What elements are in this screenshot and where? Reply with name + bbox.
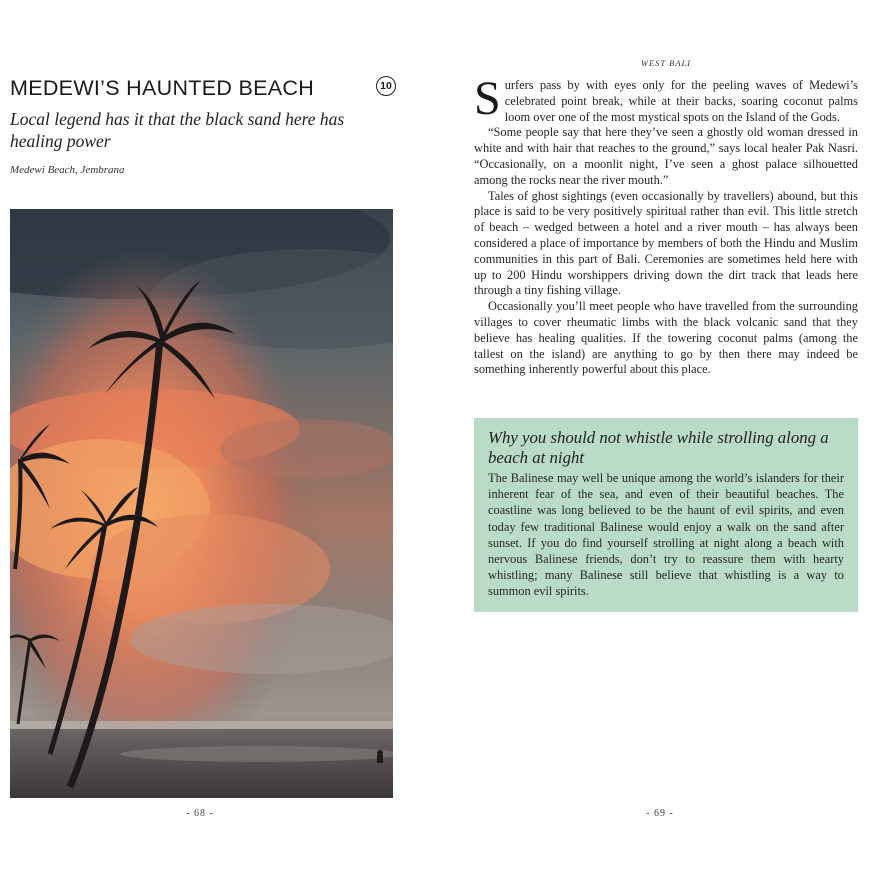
page-number-left: - 68 - [186, 808, 214, 819]
sidebar-text: The Balinese may well be unique among the world’s islanders for their inherent fear of the sea, and even of their beautiful beaches. The coastline was long believed to be the haunt of evil spirits, and even today few traditional Balinese would enjoy a walk on the sand after sunset. If you do find yourself strolling at night along a beach with nervous Balinese friends, don’t try to reassure them with hearty whistling; many Balinese still believe that whistling is a way to summon evil spirits. [488, 471, 844, 599]
paragraph-4: Occasionally you’ll meet people who have travelled from the surrounding villages to cover rheumatic limbs with the black volcanic sand that they believe has healing qualities. If the towering coconut palms (among the tallest on the island) are anything to go by then there may indeed be something inherently powerful about this place. [474, 299, 858, 377]
page-title: MEDEWI’S HAUNTED BEACH [10, 76, 315, 100]
location-caption: Medewi Beach, Jembrana [10, 164, 125, 176]
page-subtitle: Local legend has it that the black sand here has healing power [10, 109, 345, 151]
article-body [474, 72, 858, 378]
right-page [440, 0, 880, 880]
paragraph-1-text: urfers pass by with eyes only for the peeling waves of Medewi’s celebrated point break, while at their backs, soaring coconut palms loom over one of the most mystical spots on the Island of the Gods. [504, 78, 858, 124]
page-number-right: - 69 - [646, 808, 674, 819]
paragraph-2: “Some people say that here they’ve seen a ghostly old woman dressed in white and with hair that reaches to the ground,” says local healer Pak Nasri. “Occasionally, on a moonlit night, I’ve seen a ghost palace silhouetted among the rocks near the river mouth.” [474, 125, 858, 187]
sidebar-box [474, 418, 858, 612]
beach-sunset-photo [10, 209, 393, 798]
sidebar-title: Why you should not whistle while strolling along a beach at night [488, 428, 829, 467]
running-head: WEST BALI [640, 58, 692, 68]
chapter-number-badge: 10 [376, 76, 396, 96]
drop-cap: S [474, 72, 501, 125]
beach-sunset-image [10, 209, 393, 798]
paragraph-1 [474, 72, 858, 125]
paragraph-3: Tales of ghost sightings (even occasionally by travellers) abound, but this place is said to be very positively spiritual rather than evil. This little stretch of beach – wedged between a hotel and a river mouth – has always been considered a place of importance by members of both the Hindu and Muslim communities in this part of Bali. Ceremonies are sometimes held here with up to 200 Hindu worshippers driving down the dirt track that leads here through a tiny fishing village. [474, 188, 858, 298]
